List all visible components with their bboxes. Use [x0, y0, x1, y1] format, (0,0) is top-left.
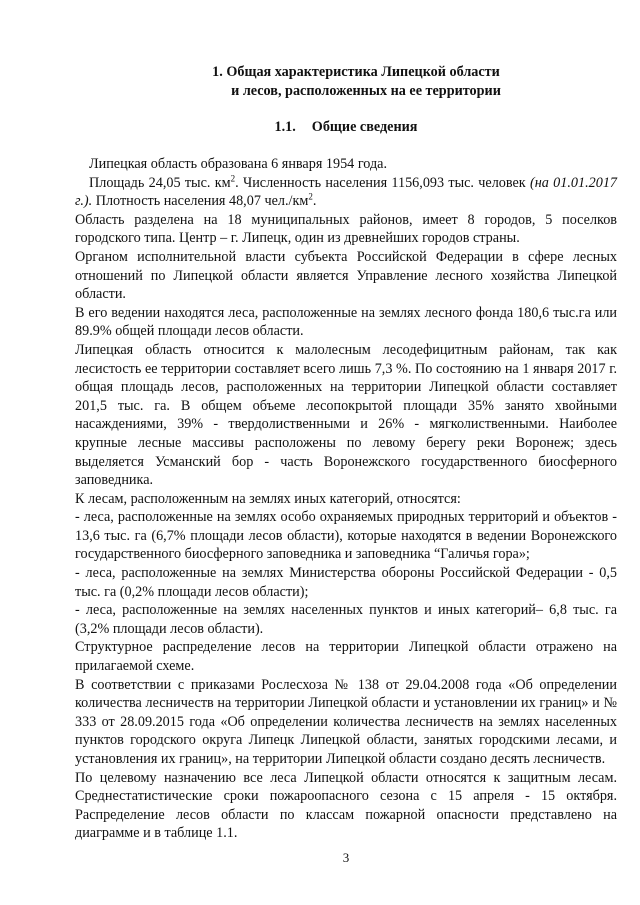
- paragraph: В соответствии с приказами Рослесхоза № 138 от 29.04.2008 года «Об определении количества лесничеств на территории Липецкой области и установлении их границ» и № 333 от 28.09.2015 года «Об определении количества лесничеств на землях населенных пунктов городского округа Липецк Липецкой области, занятых городскими лесами, и установления их границ», на территории Липецкой области создано десять лесничеств.: [75, 676, 617, 767]
- list-item: - леса, расположенные на землях Министерства обороны Российской Федерации - 0,5 тыс. га (0,2% площади лесов области);: [75, 565, 617, 600]
- paragraph: Органом исполнительной власти субъекта Российской Федерации в сфере лесных отношений по Липецкой области является Управление лесного хозяйства Липецкой области.: [75, 248, 617, 303]
- paragraph: В его ведении находятся леса, расположенные на землях лесного фонда 180,6 тыс.га или 89.9% общей площади лесов области.: [75, 304, 617, 340]
- list-item: - леса, расположенные на землях особо охраняемых природных территорий и объектов - 13,6 тыс. га (6,7% площади лесов области), которые находятся в ведении Воронежского государственного биосферного заповедника и заповедника “Галичья гора»;: [75, 509, 617, 563]
- paragraph: Область разделена на 18 муниципальных районов, имеет 8 городов, 5 поселков городского типа. Центр – г. Липецк, один из древнейших городов страны.: [75, 211, 617, 247]
- section-heading-line-1: 1. Общая характеристика Липецкой области: [212, 64, 500, 80]
- paragraph: Структурное распределение лесов на территории Липецкой области отражено на прилагаемой схеме.: [75, 639, 617, 675]
- list-item: - леса, расположенные на землях населенных пунктов и иных категорий– 6,8 тыс. га (3,2% площади лесов области).: [75, 602, 617, 637]
- section-heading: [75, 63, 617, 101]
- paragraph: К лесам, расположенным на землях иных категорий, относятся:: [75, 490, 461, 507]
- paragraph: Липецкая область образована 6 января 1954 года.: [89, 156, 388, 172]
- page-number: 3: [342, 850, 350, 865]
- subsection-title: Общие сведения: [311, 119, 418, 135]
- subsection-heading: [75, 118, 617, 137]
- document-page: [75, 0, 617, 905]
- paragraph: Липецкая область относится к малолесным лесодефицитным районам, так как лесистость ее территории составляет всего лишь 7,3 %. По состоянию на 1 января 2017 г. общая площадь лесов, расположенных на территории Липецкой области составляет 201,5 тыс. га. В общем объеме лесопокрытой площади 35% занято хвойными насаждениями, 39% - твердолиственными и 26% - мягколиственными. Наиболее крупные лесные массивы расположены по левому берегу реки Воронеж; здесь выделяется Усманский бор - часть Воронежского государственного биосферного заповедника.: [75, 341, 617, 489]
- paragraph: По целевому назначению все леса Липецкой области относятся к защитным лесам. Среднестатистические сроки пожароопасного сезона с 15 апреля - 15 октября. Распределение лесов области по классам пожарной опасности представлено на диаграмме и в таблице 1.1.: [75, 769, 617, 842]
- body-text: [75, 155, 617, 843]
- paragraph: Площадь 24,05 тыс. $км^2$. Численность населения 1156,093 тыс. человек (на 01.01.2017 г.). Плотность населения 48,07 $чел./км^2$.: [75, 172, 618, 210]
- subsection-number: 1.1.: [274, 119, 296, 135]
- section-heading-line-2: и лесов, расположенных на ее территории: [231, 83, 501, 99]
